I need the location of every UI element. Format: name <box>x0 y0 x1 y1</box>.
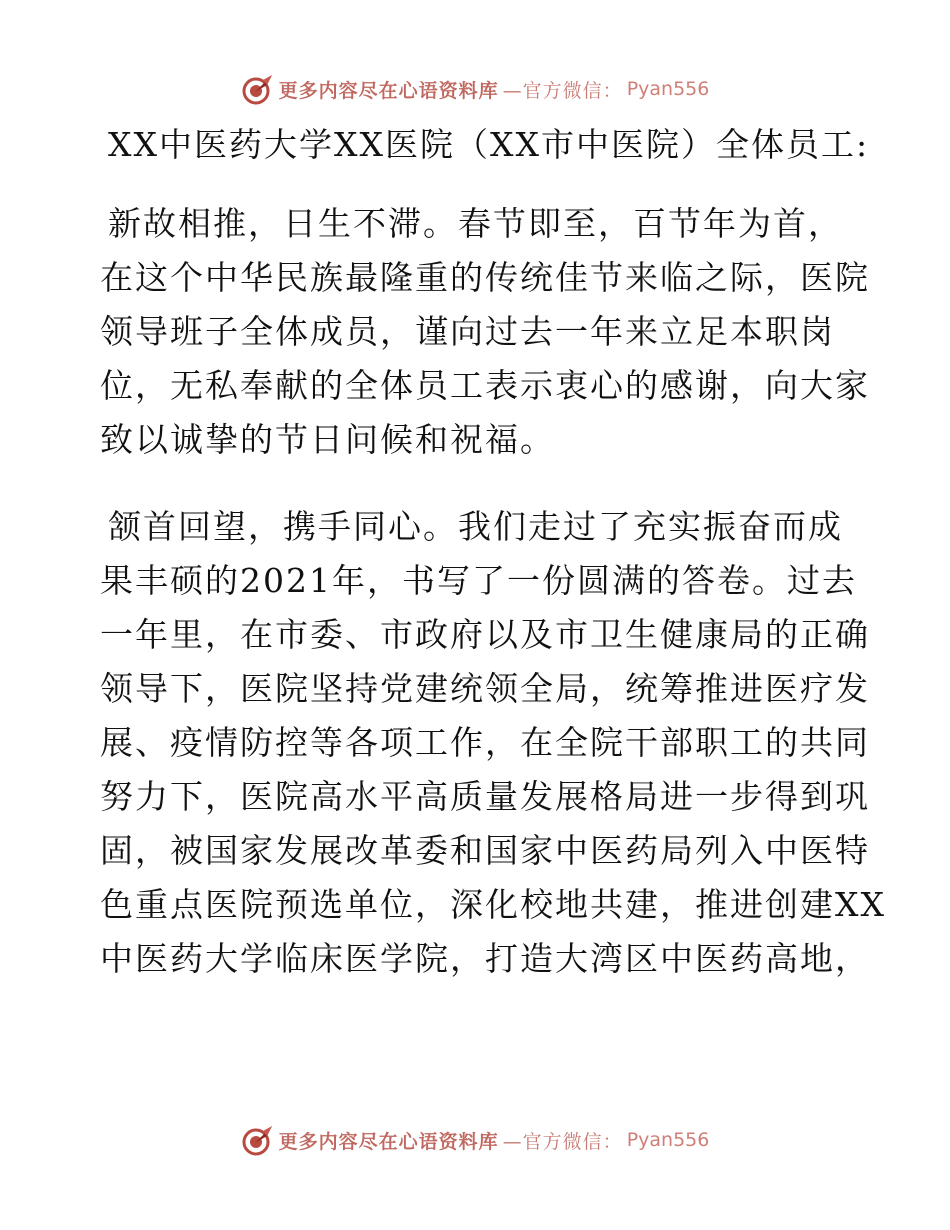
paragraph-line: 努力下，医院高水平高质量发展格局进一步得到巩 <box>100 777 870 816</box>
paragraph-line: 固，被国家发展改革委和国家中医药局列入中医特 <box>100 831 870 870</box>
watermark-title: 更多内容尽在心语资料库 <box>278 79 499 102</box>
paragraph-line: 果丰硕的2021年，书写了一份圆满的答卷。过去 <box>100 561 857 600</box>
paragraph-line: 颔首回望，携手同心。我们走过了充实振奋而成 <box>108 507 843 546</box>
paragraph-line: 在这个中华民族最隆重的传统佳节来临之际，医院 <box>100 258 870 297</box>
watermark-wechat-id: Pyan556 <box>626 1129 710 1151</box>
paragraph-line: 领导下，医院坚持党建统领全局，统筹推进医疗发 <box>100 669 870 708</box>
watermark-header <box>0 72 950 106</box>
paragraph-line: 一年里，在市委、市政府以及市卫生健康局的正确 <box>100 615 870 654</box>
paragraph-line: 致以诚挚的节日问候和祝福。 <box>100 420 555 459</box>
paragraph-line: 展、疫情防控等各项工作，在全院干部职工的共同 <box>100 723 870 762</box>
watermark-wechat-id: Pyan556 <box>626 78 710 100</box>
paragraph-line: 位，无私奉献的全体员工表示衷心的感谢，向大家 <box>100 366 870 405</box>
watermark-footer <box>0 1123 950 1157</box>
watermark-label: —官方微信： <box>502 1130 623 1153</box>
feather-pen-logo-icon <box>241 1123 275 1157</box>
paragraph-line: 中医药大学临床医学院，打造大湾区中医药高地， <box>100 939 870 978</box>
paragraph-line: 新故相推，日生不滞。春节即至，百节年为首， <box>108 204 843 243</box>
paragraph-line: 领导班子全体成员，谨向过去一年来立足本职岗 <box>100 312 835 351</box>
watermark-label: —官方微信： <box>502 79 623 102</box>
watermark-title: 更多内容尽在心语资料库 <box>278 1130 499 1153</box>
salutation-line: XX中医药大学XX医院（XX市中医院）全体员工: <box>108 125 870 164</box>
paragraph-line: 色重点医院预选单位，深化校地共建，推进创建XX <box>100 885 886 924</box>
feather-pen-logo-icon <box>241 72 275 106</box>
